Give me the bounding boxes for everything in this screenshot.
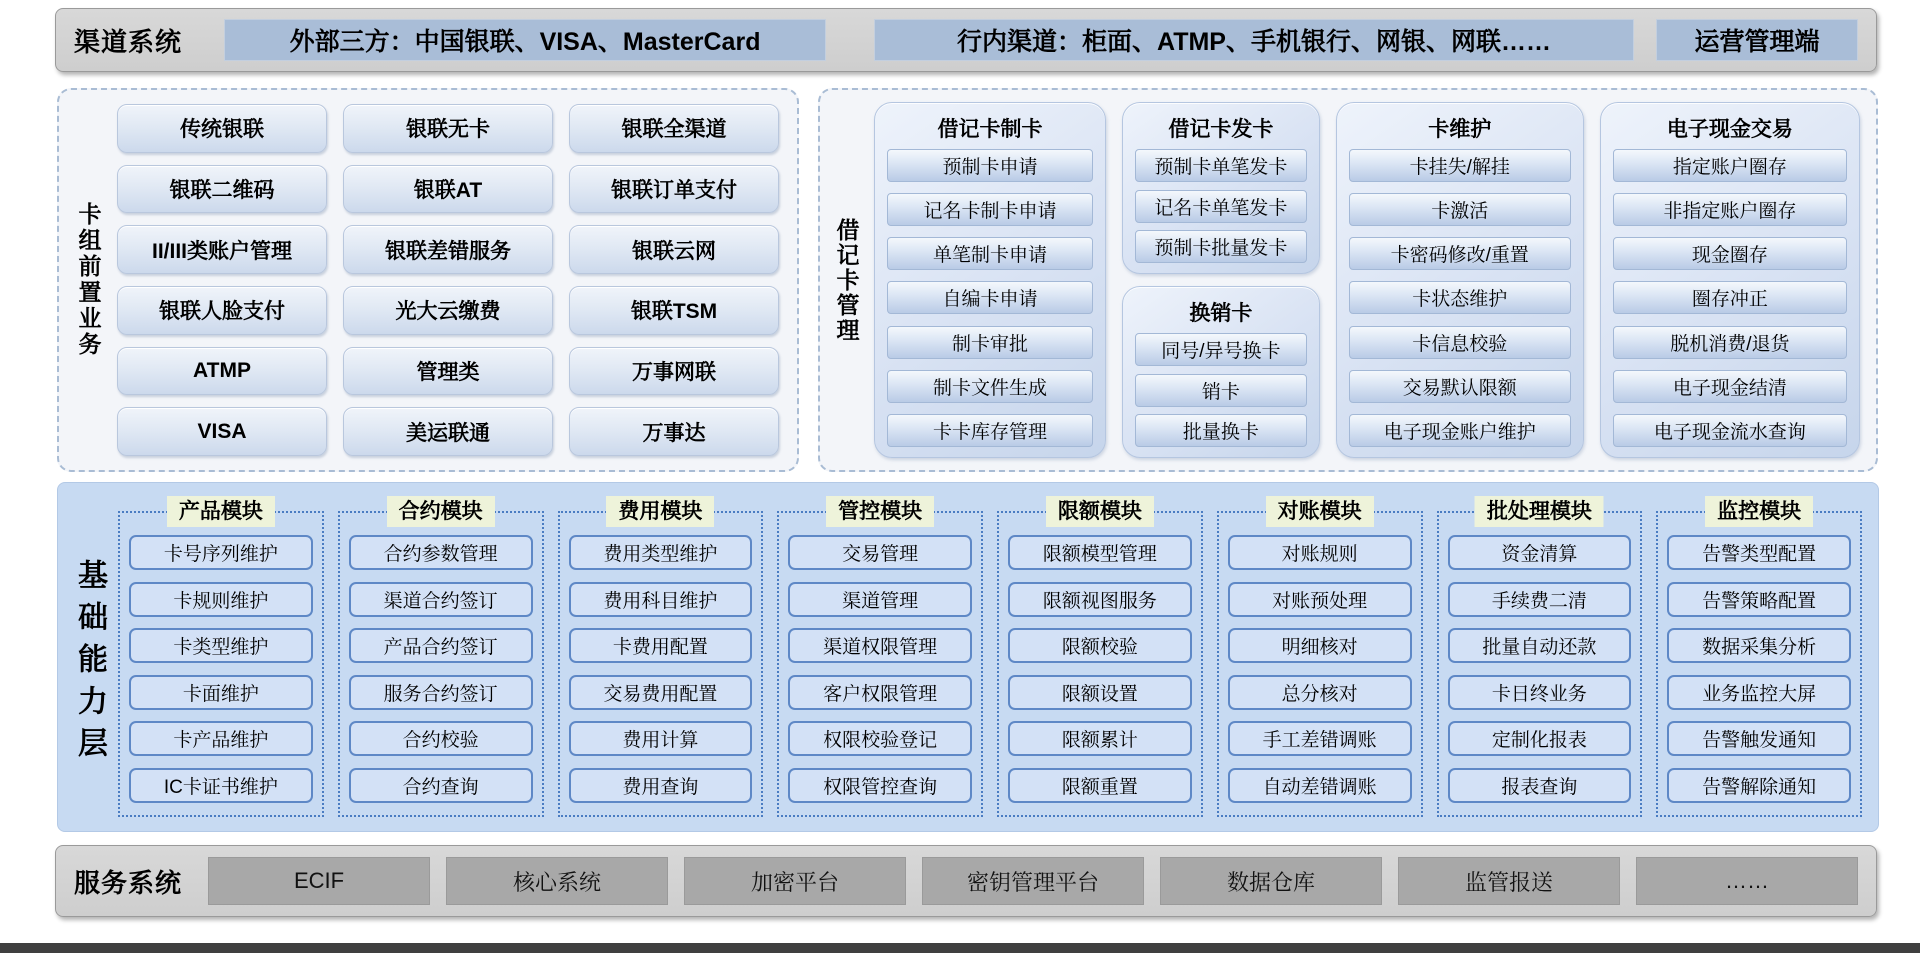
module-item: 费用类型维护 <box>569 535 753 570</box>
front-item: 银联二维码 <box>117 165 327 214</box>
module-item: 交易费用配置 <box>569 675 753 710</box>
debit-group-title: 借记卡制卡 <box>937 118 1043 141</box>
module-title: 限额模块 <box>1046 496 1154 527</box>
module-item: 自动差错调账 <box>1228 768 1412 803</box>
debit-middle-stack <box>1122 102 1320 458</box>
module-batch <box>1437 500 1643 817</box>
service-system-label: 服务系统 <box>74 867 183 898</box>
module-title: 监控模块 <box>1705 496 1813 527</box>
debit-item: 卡激活 <box>1349 193 1571 226</box>
debit-item: 非指定账户圈存 <box>1613 193 1847 226</box>
debit-item: 卡挂失/解挂 <box>1349 149 1571 182</box>
module-monitor <box>1656 500 1862 817</box>
debit-group-title: 借记卡发卡 <box>1168 118 1274 141</box>
channel-box-operation-console: 运营管理端 <box>1656 19 1858 61</box>
module-item: 限额设置 <box>1008 675 1192 710</box>
debit-card-columns <box>874 102 1860 458</box>
module-title: 产品模块 <box>167 496 275 527</box>
module-item: 对账规则 <box>1228 535 1412 570</box>
front-item: 管理类 <box>343 347 553 396</box>
module-title: 费用模块 <box>606 496 714 527</box>
debit-item: 单笔制卡申请 <box>887 237 1093 270</box>
debit-item: 预制卡批量发卡 <box>1135 230 1307 263</box>
front-item: ATMP <box>117 347 327 396</box>
module-item: 告警触发通知 <box>1667 721 1851 756</box>
debit-item: 电子现金流水查询 <box>1613 414 1847 447</box>
module-item: 客户权限管理 <box>788 675 972 710</box>
module-item: 限额重置 <box>1008 768 1192 803</box>
module-title: 管控模块 <box>826 496 934 527</box>
debit-item: 现金圈存 <box>1613 237 1847 270</box>
bottom-dark-strip <box>0 943 1920 953</box>
debit-item: 指定账户圈存 <box>1613 149 1847 182</box>
channel-box-external-third-party: 外部三方：中国银联、VISA、MasterCard <box>224 19 826 61</box>
module-item: 报表查询 <box>1448 768 1632 803</box>
module-item: 卡日终业务 <box>1448 675 1632 710</box>
module-item: 卡类型维护 <box>129 628 313 663</box>
module-item: 服务合约签订 <box>349 675 533 710</box>
module-item: 总分核对 <box>1228 675 1412 710</box>
module-item: 手工差错调账 <box>1228 721 1412 756</box>
debit-item: 记名卡单笔发卡 <box>1135 190 1307 223</box>
module-control <box>777 500 983 817</box>
service-box-ecif: ECIF <box>208 857 430 905</box>
module-item: 手续费二清 <box>1448 582 1632 617</box>
channel-system-bar <box>55 8 1877 72</box>
card-front-panel <box>57 88 799 472</box>
debit-item: 预制卡申请 <box>887 149 1093 182</box>
debit-item: 脱机消费/退货 <box>1613 326 1847 359</box>
base-capability-label: 基础能力层 <box>73 559 106 769</box>
debit-group-title: 换销卡 <box>1189 302 1253 325</box>
module-item: 卡产品维护 <box>129 721 313 756</box>
front-item: 万事网联 <box>569 347 779 396</box>
debit-group-card-making <box>874 102 1106 458</box>
debit-item: 卡状态维护 <box>1349 281 1571 314</box>
module-item: 限额累计 <box>1008 721 1192 756</box>
front-item: 银联云网 <box>569 225 779 274</box>
front-item: 万事达 <box>569 407 779 456</box>
service-box-key-management: 密钥管理平台 <box>922 857 1144 905</box>
module-item: 业务监控大屏 <box>1667 675 1851 710</box>
module-item: 卡费用配置 <box>569 628 753 663</box>
front-item: VISA <box>117 407 327 456</box>
module-item: 卡号序列维护 <box>129 535 313 570</box>
channel-system-label: 渠道系统 <box>74 26 183 57</box>
module-fee <box>558 500 764 817</box>
module-item: 限额模型管理 <box>1008 535 1192 570</box>
front-item: 银联订单支付 <box>569 165 779 214</box>
debit-item: 同号/异号换卡 <box>1135 333 1307 366</box>
front-item: 传统银联 <box>117 104 327 153</box>
service-system-bar <box>55 845 1877 917</box>
base-modules <box>118 500 1862 817</box>
module-item: 对账预处理 <box>1228 582 1412 617</box>
module-item: 卡面维护 <box>129 675 313 710</box>
debit-card-label: 借记卡管理 <box>833 217 860 343</box>
module-item: 费用查询 <box>569 768 753 803</box>
module-item: 渠道权限管理 <box>788 628 972 663</box>
front-item: 银联全渠道 <box>569 104 779 153</box>
card-front-label: 卡组前置业务 <box>75 202 102 358</box>
debit-item: 批量换卡 <box>1135 414 1307 447</box>
module-item: IC卡证书维护 <box>129 768 313 803</box>
module-reconciliation <box>1217 500 1423 817</box>
channel-box-internal-channels: 行内渠道：柜面、ATMP、手机银行、网银、网联…… <box>874 19 1634 61</box>
debit-item: 制卡审批 <box>887 326 1093 359</box>
debit-item: 卡密码修改/重置 <box>1349 237 1571 270</box>
debit-item: 预制卡单笔发卡 <box>1135 149 1307 182</box>
module-title: 对账模块 <box>1266 496 1374 527</box>
module-item: 告警解除通知 <box>1667 768 1851 803</box>
debit-group-title: 卡维护 <box>1428 118 1492 141</box>
debit-item: 电子现金账户维护 <box>1349 414 1571 447</box>
debit-item: 制卡文件生成 <box>887 370 1093 403</box>
module-item: 限额视图服务 <box>1008 582 1192 617</box>
module-item: 交易管理 <box>788 535 972 570</box>
module-item: 告警策略配置 <box>1667 582 1851 617</box>
module-item: 合约参数管理 <box>349 535 533 570</box>
debit-item: 卡卡库存管理 <box>887 414 1093 447</box>
module-item: 资金清算 <box>1448 535 1632 570</box>
front-item: 银联差错服务 <box>343 225 553 274</box>
service-box-core: 核心系统 <box>446 857 668 905</box>
module-item: 渠道管理 <box>788 582 972 617</box>
module-item: 数据采集分析 <box>1667 628 1851 663</box>
module-item: 合约查询 <box>349 768 533 803</box>
front-item: 银联AT <box>343 165 553 214</box>
debit-item: 电子现金结清 <box>1613 370 1847 403</box>
module-product <box>118 500 324 817</box>
module-limit <box>997 500 1203 817</box>
debit-item: 自编卡申请 <box>887 281 1093 314</box>
debit-card-panel <box>818 88 1878 472</box>
module-item: 卡规则维护 <box>129 582 313 617</box>
module-item: 权限校验登记 <box>788 721 972 756</box>
front-item: 银联TSM <box>569 286 779 335</box>
debit-group-card-maintenance <box>1336 102 1584 458</box>
module-item: 定制化报表 <box>1448 721 1632 756</box>
debit-group-ecash-transactions <box>1600 102 1860 458</box>
module-item: 明细核对 <box>1228 628 1412 663</box>
front-item: 银联人脸支付 <box>117 286 327 335</box>
debit-item: 交易默认限额 <box>1349 370 1571 403</box>
module-title: 批处理模块 <box>1475 496 1604 527</box>
service-box-data-warehouse: 数据仓库 <box>1160 857 1382 905</box>
module-item: 合约校验 <box>349 721 533 756</box>
debit-item: 卡信息校验 <box>1349 326 1571 359</box>
module-item: 费用科目维护 <box>569 582 753 617</box>
module-title: 合约模块 <box>387 496 495 527</box>
module-item: 批量自动还款 <box>1448 628 1632 663</box>
module-item: 告警类型配置 <box>1667 535 1851 570</box>
module-item: 权限管控查询 <box>788 768 972 803</box>
debit-group-title: 电子现金交易 <box>1666 118 1793 141</box>
front-item: II/III类账户管理 <box>117 225 327 274</box>
debit-group-card-issuing <box>1122 102 1320 274</box>
card-front-grid <box>117 104 779 456</box>
debit-item: 销卡 <box>1135 374 1307 407</box>
base-capability-panel <box>57 482 1879 832</box>
debit-group-replace-cancel <box>1122 286 1320 458</box>
service-box-regulatory: 监管报送 <box>1398 857 1620 905</box>
front-item: 银联无卡 <box>343 104 553 153</box>
debit-item: 记名卡制卡申请 <box>887 193 1093 226</box>
module-contract <box>338 500 544 817</box>
module-item: 产品合约签订 <box>349 628 533 663</box>
module-item: 费用计算 <box>569 721 753 756</box>
service-box-more: …… <box>1636 857 1858 905</box>
debit-item: 圈存冲正 <box>1613 281 1847 314</box>
module-item: 限额校验 <box>1008 628 1192 663</box>
service-box-encryption: 加密平台 <box>684 857 906 905</box>
front-item: 美运联通 <box>343 407 553 456</box>
front-item: 光大云缴费 <box>343 286 553 335</box>
module-item: 渠道合约签订 <box>349 582 533 617</box>
